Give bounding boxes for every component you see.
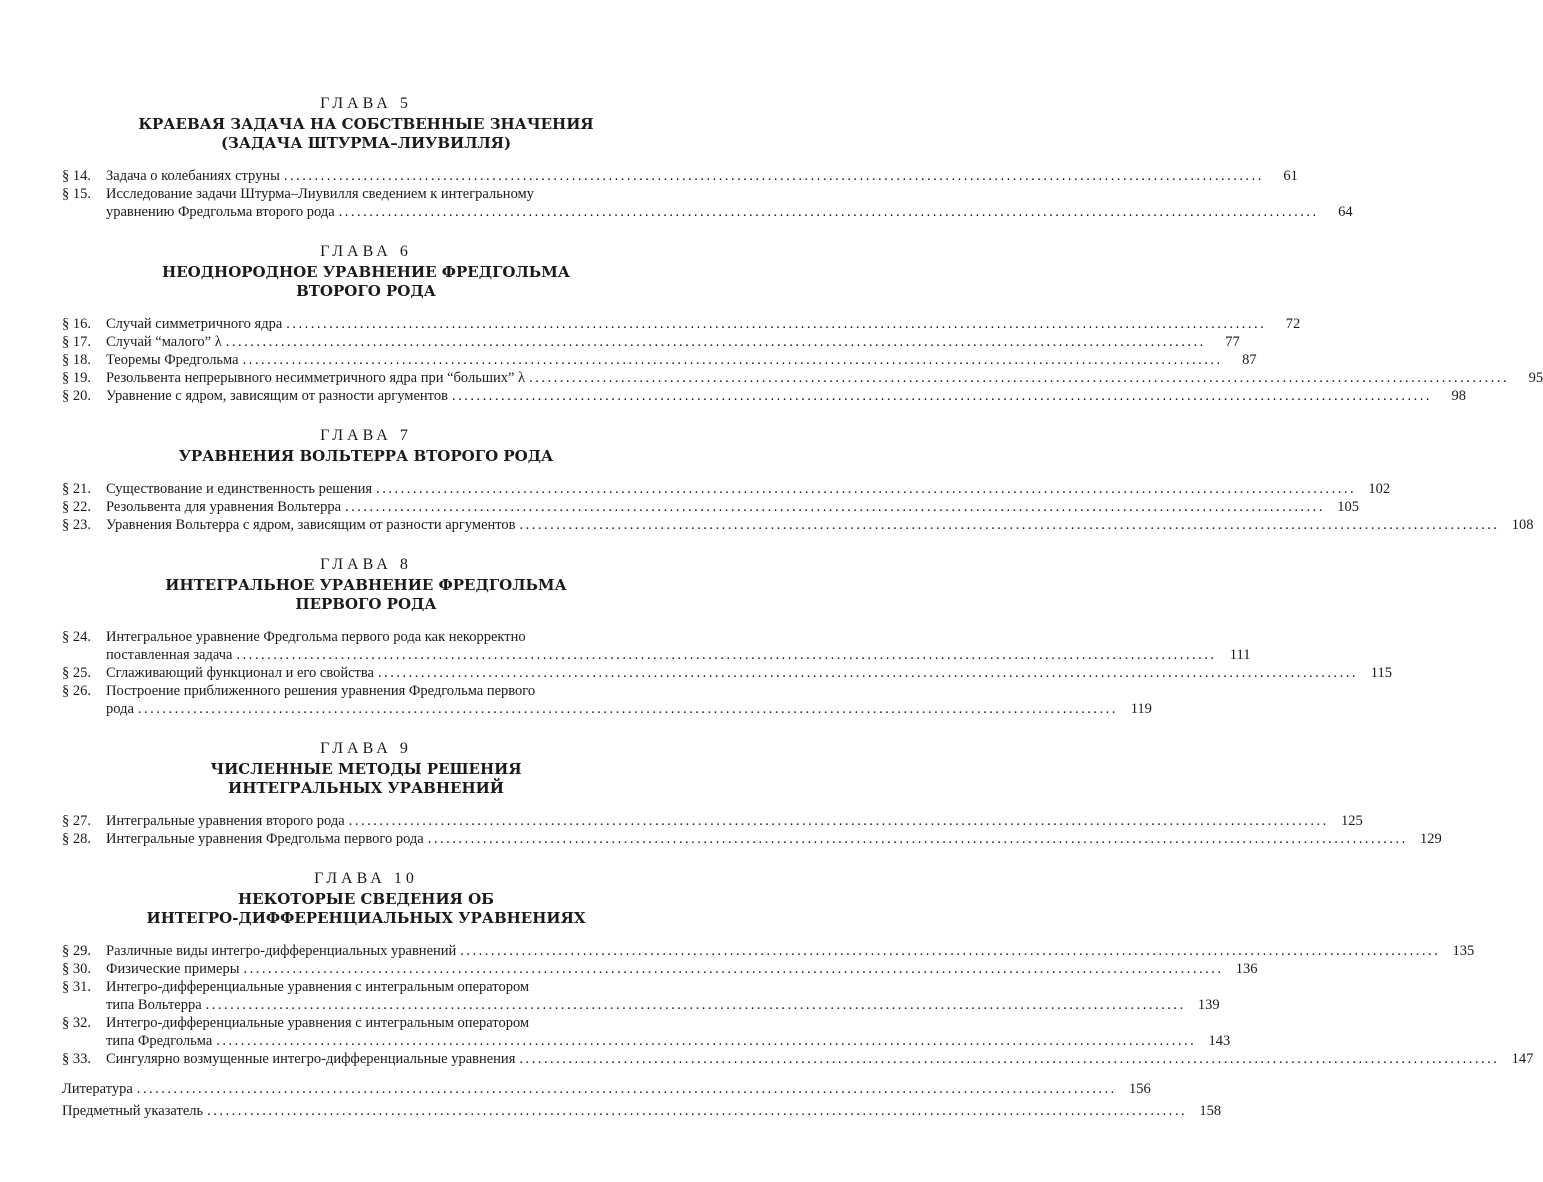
entry-title: Физические примеры	[106, 961, 240, 977]
entry-line	[106, 315, 1301, 333]
entry-line	[106, 333, 1240, 351]
entry-title: Интегральные уравнения второго рода	[106, 813, 345, 829]
section-number: § 32.	[62, 1015, 91, 1031]
entry-title: Интегральные уравнения Фредгольма первого рода	[106, 831, 424, 847]
entry-body	[106, 516, 1534, 534]
entry-line	[62, 1080, 1151, 1098]
page-number: 61	[1283, 168, 1298, 184]
chapter-title: НЕОДНОРОДНОЕ УРАВНЕНИЕ ФРЕДГОЛЬМА	[162, 263, 570, 281]
dot-leader: ................................................................................................................................................................	[236, 647, 1217, 663]
chapter-title: ЧИСЛЕННЫЕ МЕТОДЫ РЕШЕНИЯ	[210, 760, 522, 778]
chapter-section	[62, 740, 1442, 848]
entry-body	[106, 333, 1240, 351]
entry-body	[106, 664, 1392, 682]
page-number: 143	[1208, 1033, 1231, 1049]
section-number: § 20.	[62, 388, 91, 404]
page-number: 108	[1511, 517, 1534, 533]
entry-title: Случай “малого” λ	[106, 334, 222, 350]
entry-body	[106, 628, 1251, 664]
dot-leader: ................................................................................................................................................................	[207, 1103, 1188, 1119]
section-number: § 21.	[62, 481, 91, 497]
entry-line	[106, 942, 1475, 960]
chapter-label: ГЛАВА 9	[320, 740, 412, 757]
dot-leader: ................................................................................................................................................................	[460, 943, 1441, 959]
dot-leader: ................................................................................................................................................................	[451, 388, 1432, 404]
chapter-title: ИНТЕГРАЛЬНЫХ УРАВНЕНИЙ	[228, 779, 504, 797]
dot-leader: ................................................................................................................................................................	[377, 665, 1358, 681]
page-number: 129	[1419, 831, 1442, 847]
entry-line	[106, 351, 1257, 369]
entry-body	[106, 498, 1360, 516]
entry-line	[106, 812, 1363, 830]
dot-leader: ................................................................................................................................................................	[137, 701, 1118, 717]
chapter-title: ВТОРОГО РОДА	[296, 282, 436, 300]
entry-title: Сингулярно возмущенные интегро-дифференциальные уравнения	[106, 1051, 516, 1067]
chapter-title: ИНТЕГРАЛЬНОЕ УРАВНЕНИЕ ФРЕДГОЛЬМА	[165, 576, 567, 594]
toc-entry[interactable]	[62, 664, 1392, 682]
entry-line	[106, 1050, 1534, 1068]
entry-body	[106, 480, 1391, 498]
dot-leader: ................................................................................................................................................................	[348, 813, 1329, 829]
dot-leader: ................................................................................................................................................................	[286, 316, 1267, 332]
dot-leader: ................................................................................................................................................................	[345, 499, 1326, 515]
toc-entry[interactable]	[62, 167, 1298, 185]
section-number: § 14.	[62, 168, 91, 184]
toc-entry[interactable]	[62, 942, 1475, 960]
section-number: § 33.	[62, 1051, 91, 1067]
entry-line	[106, 387, 1466, 405]
entry-title: Уравнение с ядром, зависящим от разности аргументов	[106, 388, 448, 404]
chapter-section	[62, 870, 1534, 1068]
entry-body	[106, 978, 1220, 1014]
entry-title: Различные виды интегро-дифференциальных уравнений	[106, 943, 457, 959]
entry-body	[106, 185, 1353, 221]
chapter-title: УРАВНЕНИЯ ВОЛЬТЕРРА ВТОРОГО РОДА	[178, 447, 554, 465]
section-number: § 23.	[62, 517, 91, 533]
toc-entry[interactable]	[62, 333, 1240, 351]
toc-entry[interactable]	[62, 1050, 1534, 1068]
page-number: 111	[1229, 647, 1251, 663]
page-number: 105	[1337, 499, 1360, 515]
chapter-entries	[62, 812, 1442, 848]
entry-title: Резольвента для уравнения Вольтерра	[106, 499, 342, 515]
entry-line	[106, 978, 670, 996]
entry-body	[106, 960, 1258, 978]
chapter-title: ПЕРВОГО РОДА	[295, 595, 437, 613]
dot-leader: ................................................................................................................................................................	[216, 1033, 1197, 1049]
toc-entry[interactable]	[62, 812, 1363, 830]
entry-body	[106, 682, 1152, 718]
section-number: § 31.	[62, 979, 91, 995]
entry-title: Интегро-дифференциальные уравнения с интегральным оператором	[106, 1015, 530, 1031]
toc-entry[interactable]	[62, 978, 1220, 1014]
entry-title: Исследование задачи Штурма–Лиувилля сведением к интегральному	[106, 186, 534, 202]
section-number: § 25.	[62, 665, 91, 681]
chapter-label: ГЛАВА 5	[320, 95, 412, 112]
dot-leader: ................................................................................................................................................................	[519, 517, 1500, 533]
page-number: 156	[1129, 1081, 1151, 1097]
section-number: § 30.	[62, 961, 91, 977]
toc-entry[interactable]	[62, 628, 1251, 664]
entry-line	[106, 1014, 670, 1032]
chapter-section	[62, 556, 1392, 718]
page-number: 72	[1285, 316, 1301, 332]
toc-entry[interactable]	[62, 315, 1301, 333]
entry-body	[106, 1014, 1231, 1050]
chapter-entries	[62, 315, 1543, 405]
dot-leader: ................................................................................................................................................................	[205, 997, 1186, 1013]
toc-entry[interactable]	[62, 387, 1466, 405]
dot-leader: ................................................................................................................................................................	[338, 204, 1319, 220]
page-number: 119	[1130, 701, 1152, 717]
page-number: 125	[1340, 813, 1363, 829]
chapter-entries	[62, 480, 1534, 534]
dot-leader: ................................................................................................................................................................	[376, 481, 1357, 497]
page-number: 147	[1511, 1051, 1534, 1067]
page-number: 64	[1338, 204, 1353, 220]
entry-line	[106, 960, 1258, 978]
section-number: § 29.	[62, 943, 91, 959]
entry-line	[106, 167, 1298, 185]
entry-line	[106, 996, 1220, 1014]
entry-title: Резольвента непрерывного несимметричного ядра при “больших” λ	[106, 370, 526, 386]
dot-leader: ................................................................................................................................................................	[283, 168, 1264, 184]
entry-title: рода	[106, 701, 134, 717]
entry-title: Построение приближенного решения уравнения Фредгольма первого	[106, 683, 536, 699]
page-number: 87	[1242, 352, 1257, 368]
page-number: 77	[1225, 334, 1240, 350]
dot-leader: ................................................................................................................................................................	[529, 370, 1510, 386]
back-matter	[62, 1080, 1222, 1120]
page-number: 139	[1197, 997, 1220, 1013]
section-number: § 16.	[62, 316, 91, 332]
entry-body	[106, 351, 1257, 369]
page-number: 102	[1368, 481, 1391, 497]
entry-body	[106, 1050, 1534, 1068]
page-number: 136	[1235, 961, 1258, 977]
page-number: 135	[1452, 943, 1475, 959]
section-number: § 17.	[62, 334, 91, 350]
dot-leader: ................................................................................................................................................................	[427, 831, 1408, 847]
chapter-section	[62, 243, 1543, 405]
entry-line	[106, 646, 1251, 664]
entry-body	[106, 369, 1543, 387]
entry-body	[106, 387, 1466, 405]
chapter-title: НЕКОТОРЫЕ СВЕДЕНИЯ ОБ	[237, 890, 494, 908]
entry-title: Существование и единственность решения	[106, 481, 373, 497]
entry-title: Случай симметричного ядра	[106, 316, 283, 332]
toc-entry[interactable]	[62, 1080, 1151, 1098]
toc-entry[interactable]	[62, 185, 1353, 221]
table-of-contents	[62, 95, 1543, 1120]
entry-title: Сглаживающий функционал и его свойства	[106, 665, 374, 681]
entry-line	[62, 1102, 1222, 1120]
entry-title: типа Фредгольма	[106, 1033, 213, 1049]
toc-entry[interactable]	[62, 830, 1442, 848]
entry-line	[106, 628, 670, 646]
toc-entry[interactable]	[62, 369, 1543, 387]
dot-leader: ................................................................................................................................................................	[136, 1081, 1117, 1097]
entry-body	[62, 1102, 1222, 1120]
page-number: 95	[1528, 370, 1543, 386]
toc-entry[interactable]	[62, 498, 1360, 516]
section-number: § 27.	[62, 813, 91, 829]
dot-leader: ................................................................................................................................................................	[243, 961, 1224, 977]
chapter-entries	[62, 167, 1353, 221]
chapter-entries	[62, 628, 1392, 718]
entry-title: Предметный указатель	[62, 1103, 204, 1119]
toc-entry[interactable]	[62, 480, 1391, 498]
entry-body	[106, 830, 1442, 848]
entry-line	[106, 480, 1391, 498]
chapter-label: ГЛАВА 7	[320, 427, 412, 444]
entry-title: типа Вольтерра	[106, 997, 202, 1013]
chapter-section	[62, 427, 1534, 534]
entry-line	[106, 664, 1392, 682]
chapter-title: ИНТЕГРО-ДИФФЕРЕНЦИАЛЬНЫХ УРАВНЕНИЯХ	[146, 909, 586, 927]
entry-line	[106, 700, 1152, 718]
entry-line	[106, 682, 670, 700]
section-number: § 19.	[62, 370, 91, 386]
entry-body	[106, 942, 1475, 960]
section-number: § 28.	[62, 831, 91, 847]
section-number: § 18.	[62, 352, 91, 368]
toc-entry[interactable]	[62, 682, 1152, 718]
entry-title: Литература	[62, 1081, 133, 1097]
entry-title: Теоремы Фредгольма	[106, 352, 239, 368]
entry-body	[106, 315, 1301, 333]
page-number: 115	[1370, 665, 1392, 681]
entry-title: Уравнения Вольтерра с ядром, зависящим от разности аргументов	[106, 517, 516, 533]
chapter-label: ГЛАВА 10	[314, 870, 418, 887]
entry-title: Задача о колебаниях струны	[106, 168, 280, 184]
dot-leader: ................................................................................................................................................................	[242, 352, 1223, 368]
chapter-label: ГЛАВА 6	[320, 243, 412, 260]
chapter-section	[62, 95, 1353, 221]
entry-line	[106, 203, 1353, 221]
toc-entry[interactable]	[62, 1014, 1231, 1050]
section-number: § 26.	[62, 683, 91, 699]
chapter-title: КРАЕВАЯ ЗАДАЧА НА СОБСТВЕННЫЕ ЗНАЧЕНИЯ	[138, 115, 594, 133]
dot-leader: ................................................................................................................................................................	[519, 1051, 1500, 1067]
toc-entry[interactable]	[62, 516, 1534, 534]
entry-line	[106, 369, 1543, 387]
entry-body	[106, 167, 1298, 185]
entry-line	[106, 185, 670, 203]
entry-body	[106, 812, 1363, 830]
page-number: 98	[1451, 388, 1466, 404]
dot-leader: ................................................................................................................................................................	[225, 334, 1206, 350]
section-number: § 15.	[62, 186, 91, 202]
chapter-title: (ЗАДАЧА ШТУРМА–ЛИУВИЛЛЯ)	[220, 134, 512, 152]
entry-line	[106, 830, 1442, 848]
section-number: § 24.	[62, 629, 91, 645]
entry-line	[106, 498, 1360, 516]
page-number: 158	[1199, 1103, 1222, 1119]
chapter-label: ГЛАВА 8	[320, 556, 412, 573]
toc-entry[interactable]	[62, 1102, 1222, 1120]
toc-entry[interactable]	[62, 960, 1258, 978]
entry-line	[106, 1032, 1231, 1050]
entry-line	[106, 516, 1534, 534]
entry-title: поставленная задача	[106, 647, 233, 663]
entry-title: Интегро-дифференциальные уравнения с интегральным оператором	[106, 979, 530, 995]
chapter-entries	[62, 942, 1534, 1068]
entry-title: уравнению Фредгольма второго рода	[106, 204, 335, 220]
entry-title: Интегральное уравнение Фредгольма первого рода как некорректно	[106, 629, 526, 645]
entry-body	[62, 1080, 1151, 1098]
toc-entry[interactable]	[62, 351, 1257, 369]
section-number: § 22.	[62, 499, 91, 515]
